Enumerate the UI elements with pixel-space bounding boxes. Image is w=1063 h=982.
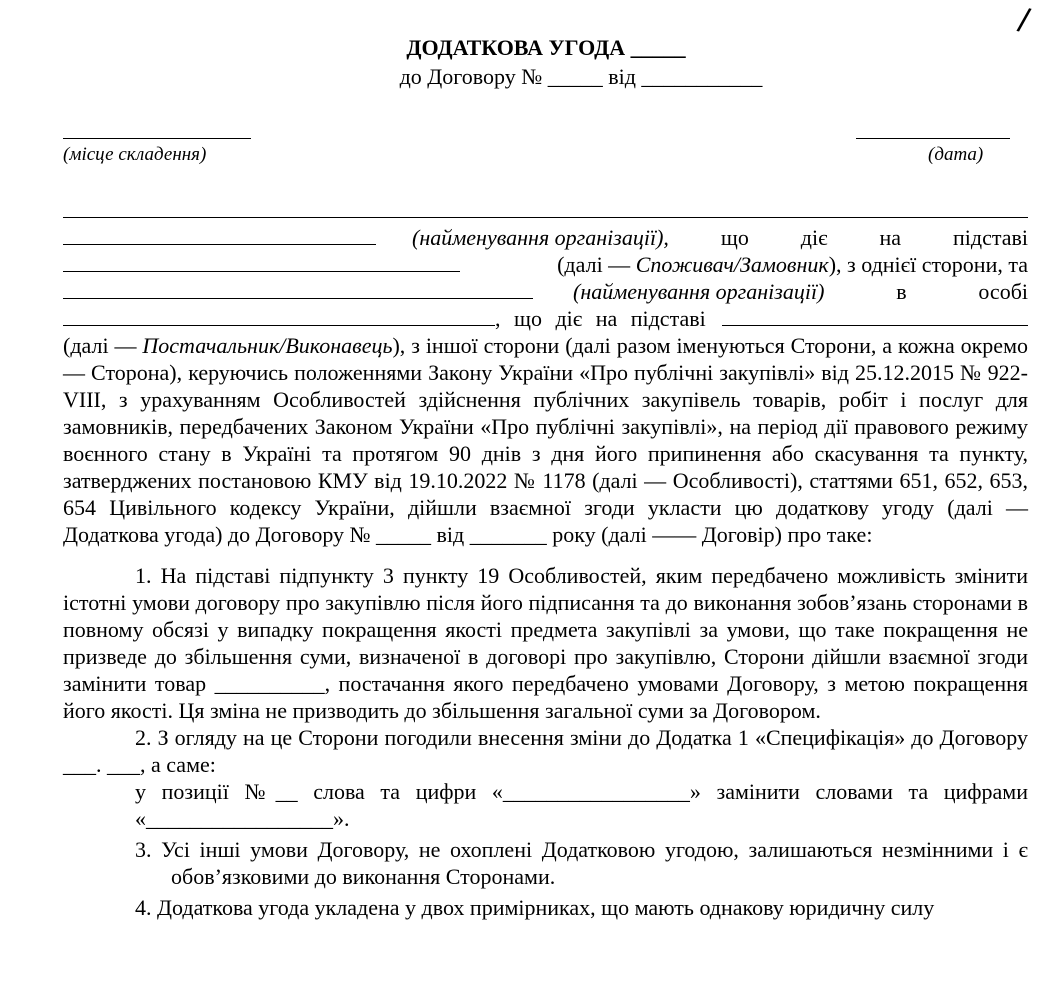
clause-2: 2. З огляду на це Сторони погодили внесення зміни до Додатка 1 «Специфікація» до Договору ___. ___, а саме: [63, 725, 1028, 777]
party-line-4: (найменування організації) в особі [63, 278, 1028, 305]
blank-line [63, 244, 376, 245]
party-line-1 [63, 197, 1028, 224]
party-line-3: (далі — Споживач/Замовник), з однієї сторони, та [63, 251, 1028, 278]
document-title: ДОДАТКОВА УГОДА _____ [406, 35, 686, 60]
agreement-body [63, 197, 1028, 921]
blank-line [63, 271, 460, 272]
blank-line [63, 298, 533, 299]
supplier-role: Постачальник/Виконавець [142, 333, 393, 358]
place-caption: (місце складення) [63, 144, 207, 165]
party-line-5: , що діє на підставі [63, 305, 1028, 332]
clause-3: 3. Усі інші умови Договору, не охоплені Додатковою угодою, залишаються незмінними і є обов’язковими до виконання Сторонами. [135, 837, 1028, 889]
clause-1: 1. На підставі підпункту 3 пункту 19 Особливостей, яким передбачено можливість змінити істотні умови договору про закупівлю після його підписання та до виконання зобов’язань сторонами в повному обсязі у випадку покращення якості предмета закупівлі за умови, що таке покращення не призведе до збільшення суми, визначеної в договорі про закупівлю, Сторони дійшли взаємної згоди замінити товар __________, постачання якого передбачено умовами Договору, з метою покращення його якості. Ця зміна не призводить до збільшення загальної суми за Договором. [63, 563, 1028, 723]
organization-caption: (найменування організації), [412, 225, 669, 250]
clause-4: 4. Додаткова угода укладена у двох примірниках, що мають однакову юридичну силу [135, 895, 935, 920]
date-blank-line [856, 138, 1010, 139]
party-line-2: (найменування організації), що діє на підставі [63, 224, 1028, 251]
place-blank-line [63, 138, 251, 139]
document-subtitle: до Договору № _____ від ___________ [399, 64, 763, 89]
date-caption: (дата) [928, 144, 984, 165]
corner-mark: / [1014, 1, 1033, 41]
organization-caption: (найменування організації) [573, 279, 825, 304]
parties-intro-paragraph: (далі — Постачальник/Виконавець), з іншої сторони (далі разом іменуються Сторони, а кожна окремо — Сторона), керуючись положеннями Закону України «Про публічні закупівлі» від 25.12.2015 № 922-VIII, з урахуванням Особливостей здійснення публічних закупівель товарів, робіт і послуг для замовників, передбачених Законом України «Про публічні закупівлі», на період дії правового режиму воєнного стану в Україні та протягом 90 днів з дня його припинення або скасування та пункту, затверджених постановою КМУ від 19.10.2022 № 1178 (далі — Особливості), статтями 651, 652, 653, 654 Цивільного кодексу України, дійшли взаємної згоди укласти цю додаткову угоду (далі — Додаткова угода) до Договору № _____ від _______ року (далі —— Договір) про таке: [63, 333, 1028, 547]
blank-line [722, 325, 1028, 326]
blank-line [63, 217, 1028, 218]
clause-2-subitem: у позиції №__ слова та цифри «_________________» замінити словами та цифрами «_________________». [135, 779, 1028, 831]
blank-line [63, 325, 495, 326]
customer-role: Споживач/Замовник [635, 252, 829, 277]
